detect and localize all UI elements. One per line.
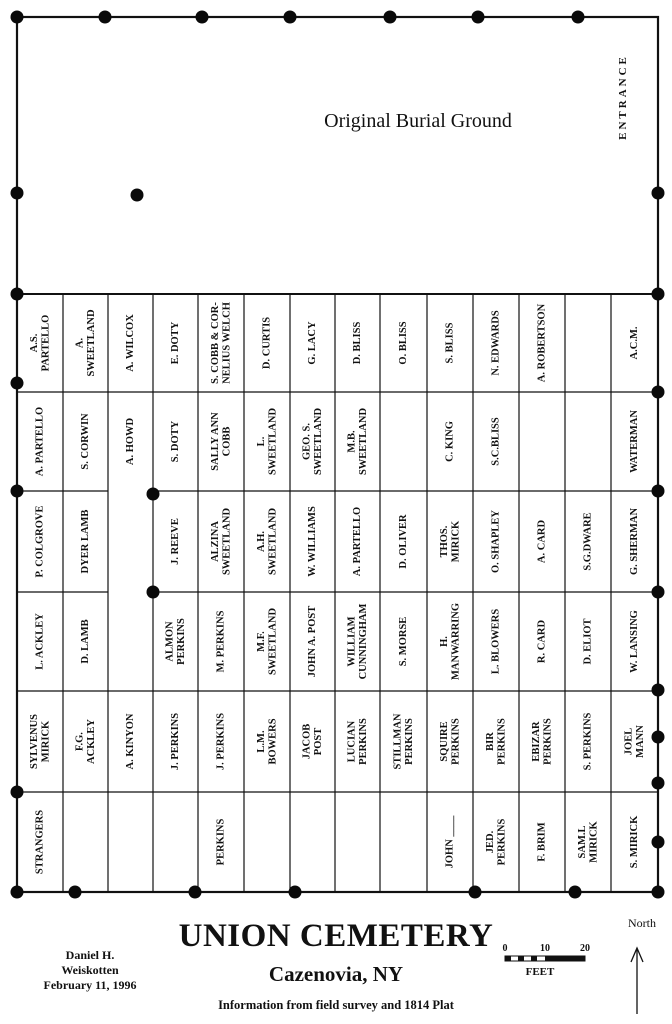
plot-label bbox=[35, 407, 46, 476]
plot-label bbox=[583, 512, 594, 570]
plot-label-line: WATERMAN bbox=[629, 410, 640, 473]
plot-label-line: CUNNINGHAM bbox=[357, 603, 369, 680]
plot-label bbox=[398, 514, 409, 569]
plot-label bbox=[398, 617, 409, 667]
fence-post-icon bbox=[652, 586, 665, 599]
plot-label-line: D. CURTIS bbox=[261, 316, 273, 370]
north-label: North bbox=[628, 916, 656, 930]
plot-label bbox=[537, 822, 548, 861]
plot-label bbox=[485, 718, 508, 765]
plot-label bbox=[216, 713, 227, 770]
fence-post-icon bbox=[652, 777, 665, 790]
plot-label-line: MANWARRING bbox=[450, 603, 462, 680]
plot-label bbox=[29, 714, 52, 769]
plot-label-line: J. PERKINS bbox=[170, 712, 181, 771]
plot-label-line: S. BLISS bbox=[444, 322, 456, 364]
fence-post-icon bbox=[652, 836, 665, 849]
plot-label bbox=[125, 713, 136, 769]
author-name: Daniel H. Weiskotten bbox=[61, 948, 119, 977]
plot-label bbox=[491, 417, 502, 466]
plot-label-line: SWEETLAND bbox=[85, 309, 97, 377]
plot-label-line: D. ELIOT bbox=[582, 618, 594, 665]
fence-post-icon bbox=[652, 485, 665, 498]
plot-label-line: E. DOTY bbox=[170, 321, 181, 365]
plot-label bbox=[210, 412, 233, 471]
cemetery-boundary bbox=[17, 17, 658, 892]
map-subtitle: Cazenovia, NY bbox=[268, 962, 404, 986]
plot-label-line: A. CARD bbox=[536, 519, 548, 564]
plot-label bbox=[262, 317, 273, 369]
plot-label-line: POST bbox=[312, 727, 324, 756]
plot-label-line: A. HOWD bbox=[125, 417, 136, 466]
plot-label bbox=[35, 613, 46, 670]
plot-label bbox=[629, 610, 640, 673]
fence-post-icon bbox=[11, 886, 24, 899]
plot-label-line: BOWERS bbox=[267, 718, 279, 765]
plot-grid bbox=[17, 294, 658, 892]
plot-label bbox=[346, 603, 369, 679]
plot-label-line: D. BLISS bbox=[352, 321, 363, 365]
plot-label bbox=[307, 506, 318, 577]
plot-label bbox=[537, 303, 548, 382]
fence-post-icon bbox=[572, 11, 585, 24]
fence-post-icon bbox=[147, 586, 160, 599]
plot-label-line: JOEL bbox=[623, 727, 635, 756]
plot-label-line: EBIZAR bbox=[530, 721, 542, 762]
plot-label-line: F. BRIM bbox=[536, 822, 548, 862]
plot-label-line: A. PARTELLO bbox=[34, 406, 46, 477]
plot-label bbox=[210, 302, 233, 384]
plot-label bbox=[577, 820, 600, 862]
plot-label-line: MIRICK bbox=[40, 720, 52, 763]
plot-label-line: S. CORWIN bbox=[80, 413, 91, 470]
fence-post-icon bbox=[652, 386, 665, 399]
plot-label-line: JOHN A. POST bbox=[307, 605, 318, 678]
plot-label-line: ACKLEY bbox=[85, 719, 97, 764]
plot-label-line: PERKINS bbox=[175, 618, 187, 665]
plot-label-line: G. LACY bbox=[307, 321, 318, 365]
plot-label-line: J. REEVE bbox=[170, 518, 181, 565]
fence-post-icon bbox=[69, 886, 82, 899]
plot-label-line: WILLIAM bbox=[346, 616, 358, 667]
plot-label bbox=[170, 420, 181, 462]
plot-label-line: NELIUS WELCH bbox=[221, 302, 233, 384]
plot-label bbox=[80, 619, 91, 663]
fence-post-icon bbox=[11, 11, 24, 24]
plot-label-line: L. BLOWERS bbox=[490, 608, 502, 675]
plot-label bbox=[445, 322, 456, 363]
plot-label-line: F.G. bbox=[74, 732, 86, 751]
fence-post-icon bbox=[284, 11, 297, 24]
entrance-label: ENTRANCE bbox=[617, 54, 629, 140]
plot-label bbox=[216, 610, 227, 672]
plot-label-line: SWEETLAND bbox=[267, 407, 279, 476]
fence-post-icon bbox=[652, 731, 665, 744]
plot-label-line: R. CARD bbox=[536, 619, 548, 664]
plot-label bbox=[125, 314, 136, 372]
plot-labels bbox=[29, 302, 646, 874]
plot-label-line: SYLVENUS bbox=[28, 713, 40, 770]
plot-label-line: SQUIRE bbox=[438, 721, 450, 762]
plot-label bbox=[491, 310, 502, 376]
plot-label bbox=[74, 309, 97, 377]
plot-label-line: THOS. bbox=[438, 525, 450, 558]
plot-label-line: O. SHAPLEY bbox=[490, 509, 502, 574]
plot-label-line: D. LAMB bbox=[80, 619, 91, 664]
fence-post-icon bbox=[569, 886, 582, 899]
plot-label-line: JACOB bbox=[301, 723, 313, 760]
fence-post-icon bbox=[652, 187, 665, 200]
plot-label-line: L. bbox=[255, 436, 267, 447]
plot-label bbox=[583, 712, 594, 770]
plot-label bbox=[346, 408, 369, 476]
plot-label bbox=[301, 408, 324, 476]
plot-label-line: SWEETLAND bbox=[221, 507, 233, 576]
plot-label-line: LUCIAN bbox=[346, 720, 358, 763]
plot-label bbox=[485, 819, 508, 866]
plot-label bbox=[216, 819, 227, 866]
plot-label-line: PERKINS bbox=[496, 818, 508, 866]
plot-label bbox=[491, 609, 502, 675]
plot-label bbox=[352, 322, 363, 365]
plot-label-line: C. KING bbox=[444, 421, 456, 462]
plot-label-line: A. ROBERTSON bbox=[536, 303, 548, 383]
plot-label-line: GEO. S. bbox=[301, 422, 313, 461]
plot-label-line: M.B. bbox=[346, 430, 358, 453]
fence-post-icon bbox=[652, 684, 665, 697]
plot-label-line: W. WILLIAMS bbox=[307, 506, 318, 577]
plot-label-line: BIR bbox=[484, 732, 496, 751]
plot-label-line: S.C.BLISS bbox=[490, 417, 502, 466]
fence-post-icon bbox=[11, 288, 24, 301]
plot-label-line: H. bbox=[438, 636, 450, 647]
plot-label-line: DYER LAMB bbox=[80, 509, 91, 574]
scale-unit-label: FEET bbox=[525, 966, 555, 978]
original-burial-ground-label: Original Burial Ground bbox=[324, 110, 512, 132]
plot-label-line: S. MORSE bbox=[398, 616, 409, 667]
plot-label-line: L.M. bbox=[255, 730, 267, 753]
plot-label bbox=[307, 606, 318, 677]
scale-tick-10: 10 bbox=[540, 943, 550, 954]
plot-label-line: ALMON bbox=[164, 621, 176, 662]
plot-label bbox=[35, 810, 46, 874]
fence-post-icon bbox=[11, 377, 24, 390]
plot-label-line: P. COLGROVE bbox=[34, 505, 46, 578]
plot-label bbox=[629, 326, 640, 359]
plot-label-line: SWEETLAND bbox=[267, 607, 279, 676]
plot-label-line: S. DOTY bbox=[170, 420, 181, 463]
plot-label bbox=[170, 518, 181, 565]
plot-label bbox=[210, 508, 233, 576]
plot-label bbox=[256, 408, 279, 476]
plot-label bbox=[74, 719, 97, 764]
plot-label bbox=[29, 315, 52, 372]
fence-post-icon bbox=[11, 485, 24, 498]
plot-label-line: PARTELLO bbox=[40, 314, 52, 372]
plot-label-line: S.G.DWARE bbox=[582, 512, 594, 571]
plot-label-line: O. BLISS bbox=[398, 321, 409, 365]
plot-label-line: A.C.M. bbox=[629, 326, 640, 360]
plot-label-line: S. COBB & COR- bbox=[209, 302, 221, 384]
plot-label-line: MIRICK bbox=[450, 520, 462, 563]
plot-label bbox=[170, 713, 181, 770]
plot-label bbox=[35, 506, 46, 578]
plot-label-line: A. bbox=[74, 337, 86, 349]
plot-label-line: PERKINS bbox=[357, 718, 369, 765]
plot-label-line: SALLY ANN bbox=[209, 412, 221, 471]
plot-label-line: L. ACKLEY bbox=[34, 613, 46, 670]
plot-label-line: PERKINS bbox=[542, 718, 554, 765]
plot-label bbox=[346, 718, 369, 765]
fence-post-icon bbox=[652, 288, 665, 301]
plot-label bbox=[629, 410, 640, 473]
fence-post-icon bbox=[384, 11, 397, 24]
plot-label-line: ALZINA bbox=[209, 521, 221, 562]
plot-label-line: S. MIRICK bbox=[629, 815, 640, 869]
plot-label bbox=[392, 713, 415, 769]
plot-label-line: A. WILCOX bbox=[125, 314, 136, 372]
plot-label bbox=[352, 507, 363, 576]
plot-label bbox=[537, 620, 548, 664]
plot-label-line: N. EDWARDS bbox=[490, 310, 502, 376]
author-date: February 11, 1996 bbox=[43, 978, 137, 992]
plot-label-line: SWEETLAND bbox=[312, 407, 324, 476]
map-source-note: Information from field survey and 1814 Plat bbox=[218, 998, 454, 1012]
plot-label bbox=[307, 321, 318, 365]
plot-label-line: G. SHERMAN bbox=[629, 507, 640, 576]
scale-tick-0: 0 bbox=[502, 943, 508, 954]
plot-label bbox=[537, 520, 548, 564]
plot-label-line: SWEETLAND bbox=[357, 407, 369, 476]
plot-label bbox=[531, 718, 554, 765]
plot-label bbox=[439, 718, 462, 765]
plot-label-line: JED. bbox=[484, 830, 496, 854]
plot-label-line: PERKINS bbox=[215, 818, 227, 866]
plot-label-line: SAM.L bbox=[576, 825, 588, 859]
plot-label bbox=[256, 608, 279, 676]
plot-label bbox=[439, 603, 462, 680]
plot-label bbox=[491, 510, 502, 573]
plot-label-line: PERKINS bbox=[450, 718, 462, 765]
plot-label bbox=[439, 520, 462, 562]
fence-post-icon bbox=[11, 187, 24, 200]
plot-label-line: D. OLIVER bbox=[398, 514, 409, 569]
plot-label-line: MANN bbox=[634, 725, 646, 758]
fence-post-icon bbox=[147, 488, 160, 501]
plot-label bbox=[80, 413, 91, 470]
plot-label-line: PERKINS bbox=[496, 718, 508, 765]
plot-label bbox=[256, 718, 279, 764]
plot-label-line: A. KINYON bbox=[125, 713, 136, 770]
fence-post-icon bbox=[652, 886, 665, 899]
plot-label bbox=[583, 618, 594, 664]
plot-label bbox=[80, 510, 91, 574]
plot-label-line: STILLMAN bbox=[392, 713, 404, 770]
plot-label-line: SWEETLAND bbox=[267, 507, 279, 576]
plot-label bbox=[164, 618, 187, 665]
fence-post-icon bbox=[472, 11, 485, 24]
fence-post-icon bbox=[11, 786, 24, 799]
fence-post-icon bbox=[99, 11, 112, 24]
plot-label-line: COBB bbox=[221, 426, 233, 457]
map-title: UNION CEMETERY bbox=[178, 918, 494, 954]
plot-label bbox=[445, 421, 456, 462]
plot-label-line: A. PARTELLO bbox=[352, 506, 363, 577]
plot-label bbox=[445, 815, 456, 869]
plot-label-line: A.S. bbox=[28, 333, 40, 353]
fence-post-icon bbox=[289, 886, 302, 899]
plot-label-line: STRANGERS bbox=[34, 809, 46, 875]
plot-label-line: M.F. bbox=[255, 631, 267, 652]
plot-label bbox=[256, 508, 279, 576]
fence-post-icon bbox=[189, 886, 202, 899]
plot-label bbox=[629, 815, 640, 868]
plot-label bbox=[398, 321, 409, 364]
plot-label-line: A.H. bbox=[255, 531, 267, 552]
plot-label-line: S. PERKINS bbox=[582, 712, 594, 771]
scale-tick-20: 20 bbox=[580, 943, 590, 954]
plot-label-line: J. PERKINS bbox=[215, 712, 227, 771]
fence-post-icon bbox=[469, 886, 482, 899]
plot-label-line: M. PERKINS bbox=[215, 610, 227, 673]
plot-label bbox=[623, 725, 646, 758]
plot-label bbox=[629, 508, 640, 576]
plot-label-line: MIRICK bbox=[588, 821, 600, 863]
plot-label bbox=[301, 724, 324, 760]
fence-post-icon bbox=[196, 11, 209, 24]
plot-label bbox=[170, 321, 181, 364]
plot-label bbox=[125, 417, 136, 465]
plot-label-line: W. LANSING bbox=[629, 610, 640, 673]
plot-label-line: PERKINS bbox=[403, 718, 415, 765]
plot-label-line: JOHN ____ bbox=[444, 815, 456, 869]
fence-post-icon bbox=[131, 189, 144, 202]
